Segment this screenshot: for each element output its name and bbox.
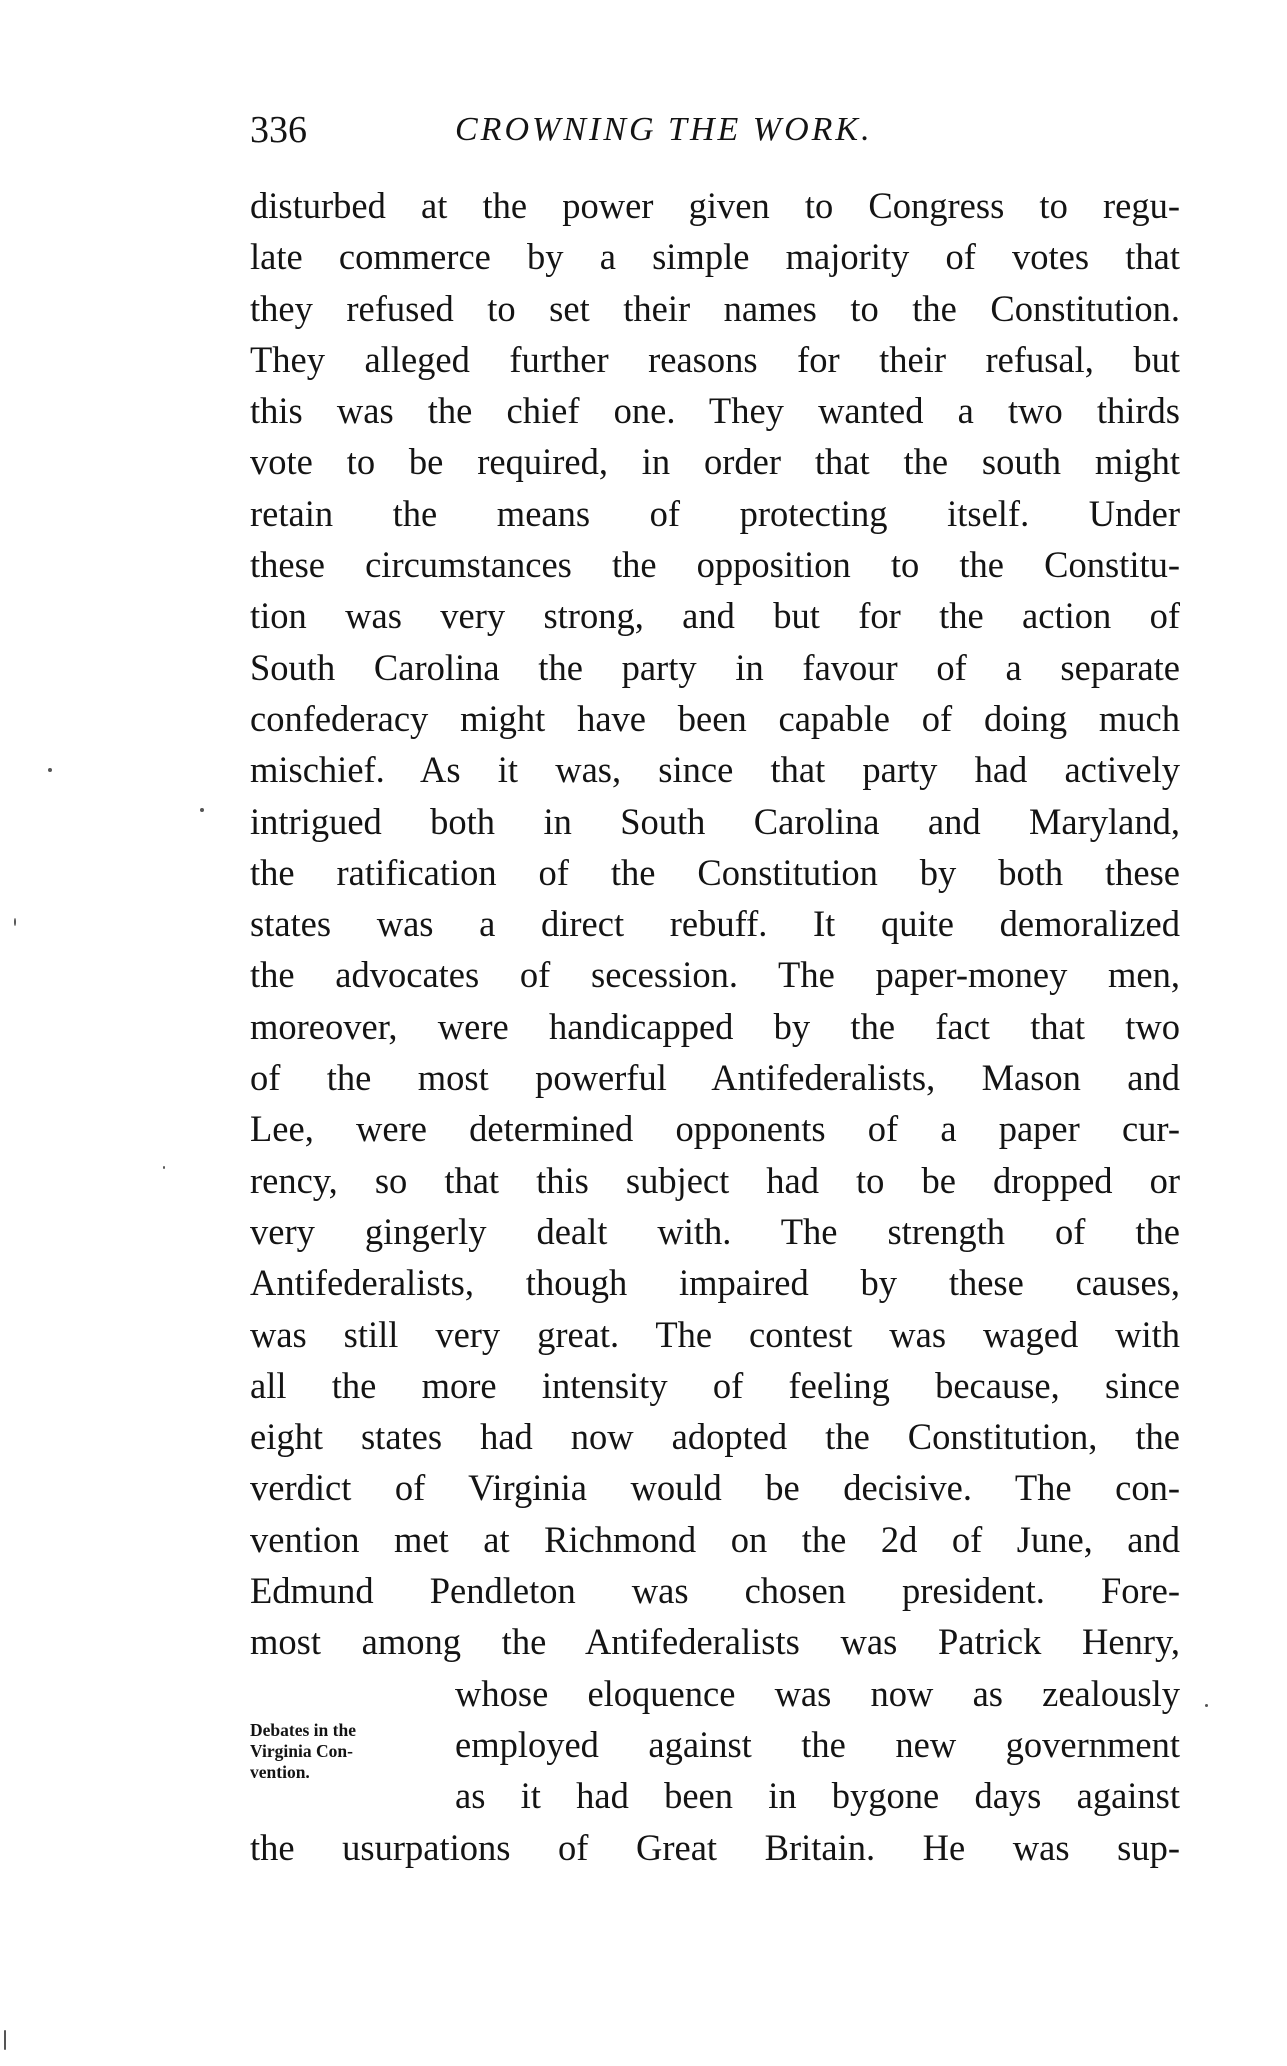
body-line: most among the Antifederalists was Patrick Henry, <box>250 1621 1180 1663</box>
running-title: CROWNING THE WORK. <box>455 111 873 148</box>
scan-speck <box>48 768 52 772</box>
body-line: late commerce by a simple majority of votes that <box>250 236 1180 278</box>
final-line: the usurpations of Great Britain. He was sup- <box>250 1826 1180 1868</box>
sidenote-line: vention. <box>250 1762 310 1782</box>
body-line: of the most powerful Antifederalists, Mason and <box>250 1057 1180 1099</box>
body-line: very gingerly dealt with. The strength of the <box>250 1210 1180 1252</box>
body-line: tion was very strong, and but for the action of <box>250 595 1180 637</box>
body-line: vention met at Richmond on the 2d of June, and <box>250 1518 1180 1560</box>
body-line: confederacy might have been capable of doing much <box>250 697 1180 739</box>
scan-speck <box>163 1166 165 1169</box>
body-text <box>250 180 1180 1873</box>
body-line: Edmund Pendleton was chosen president. Fore- <box>250 1570 1180 1612</box>
body-line: rency, so that this subject had to be dropped or <box>250 1159 1180 1201</box>
body-line: disturbed at the power given to Congress to regu- <box>250 185 1180 226</box>
scan-speck <box>14 918 16 926</box>
body-line: Antifederalists, though impaired by these causes, <box>250 1262 1180 1304</box>
body-line: states was a direct rebuff. It quite demoralized <box>250 903 1180 945</box>
body-line: intrigued both in South Carolina and Maryland, <box>250 800 1180 842</box>
running-head <box>250 105 1180 155</box>
body-line: verdict of Virginia would be decisive. The con- <box>250 1467 1180 1509</box>
body-line: moreover, were handicapped by the fact that two <box>250 1005 1180 1047</box>
indented-line: employed against the new government <box>455 1723 1180 1765</box>
scan-speck <box>200 808 204 812</box>
body-line: all the more intensity of feeling because, since <box>250 1364 1180 1406</box>
sidenote-line: Debates in the <box>250 1720 356 1740</box>
body-line: Lee, were determined opponents of a paper cur- <box>250 1108 1180 1150</box>
sidenote-line: Virginia Con- <box>250 1741 353 1761</box>
body-line: the ratification of the Constitution by both these <box>250 851 1180 893</box>
body-line: this was the chief one. They wanted a two thirds <box>250 390 1180 432</box>
body-line: vote to be required, in order that the south might <box>250 441 1180 483</box>
page-number: 336 <box>250 109 307 151</box>
body-line: these circumstances the opposition to the Constitu- <box>250 544 1180 586</box>
body-line: South Carolina the party in favour of a separate <box>250 646 1180 688</box>
margin-sidenote <box>250 1720 440 1783</box>
indented-line: whose eloquence was now as zealously <box>455 1672 1180 1714</box>
body-line: the advocates of secession. The paper-money men, <box>250 954 1180 996</box>
scan-speck <box>1205 1704 1208 1707</box>
body-line: they refused to set their names to the Constitution. <box>250 287 1180 329</box>
body-line: retain the means of protecting itself. Under <box>250 492 1180 534</box>
body-line: mischief. As it was, since that party had actively <box>250 749 1180 791</box>
indented-line: as it had been in bygone days against <box>455 1775 1180 1817</box>
body-line: They alleged further reasons for their refusal, but <box>250 338 1180 380</box>
scan-speck <box>4 2030 6 2050</box>
body-line: was still very great. The contest was waged with <box>250 1313 1180 1355</box>
body-line: eight states had now adopted the Constitution, the <box>250 1416 1180 1458</box>
